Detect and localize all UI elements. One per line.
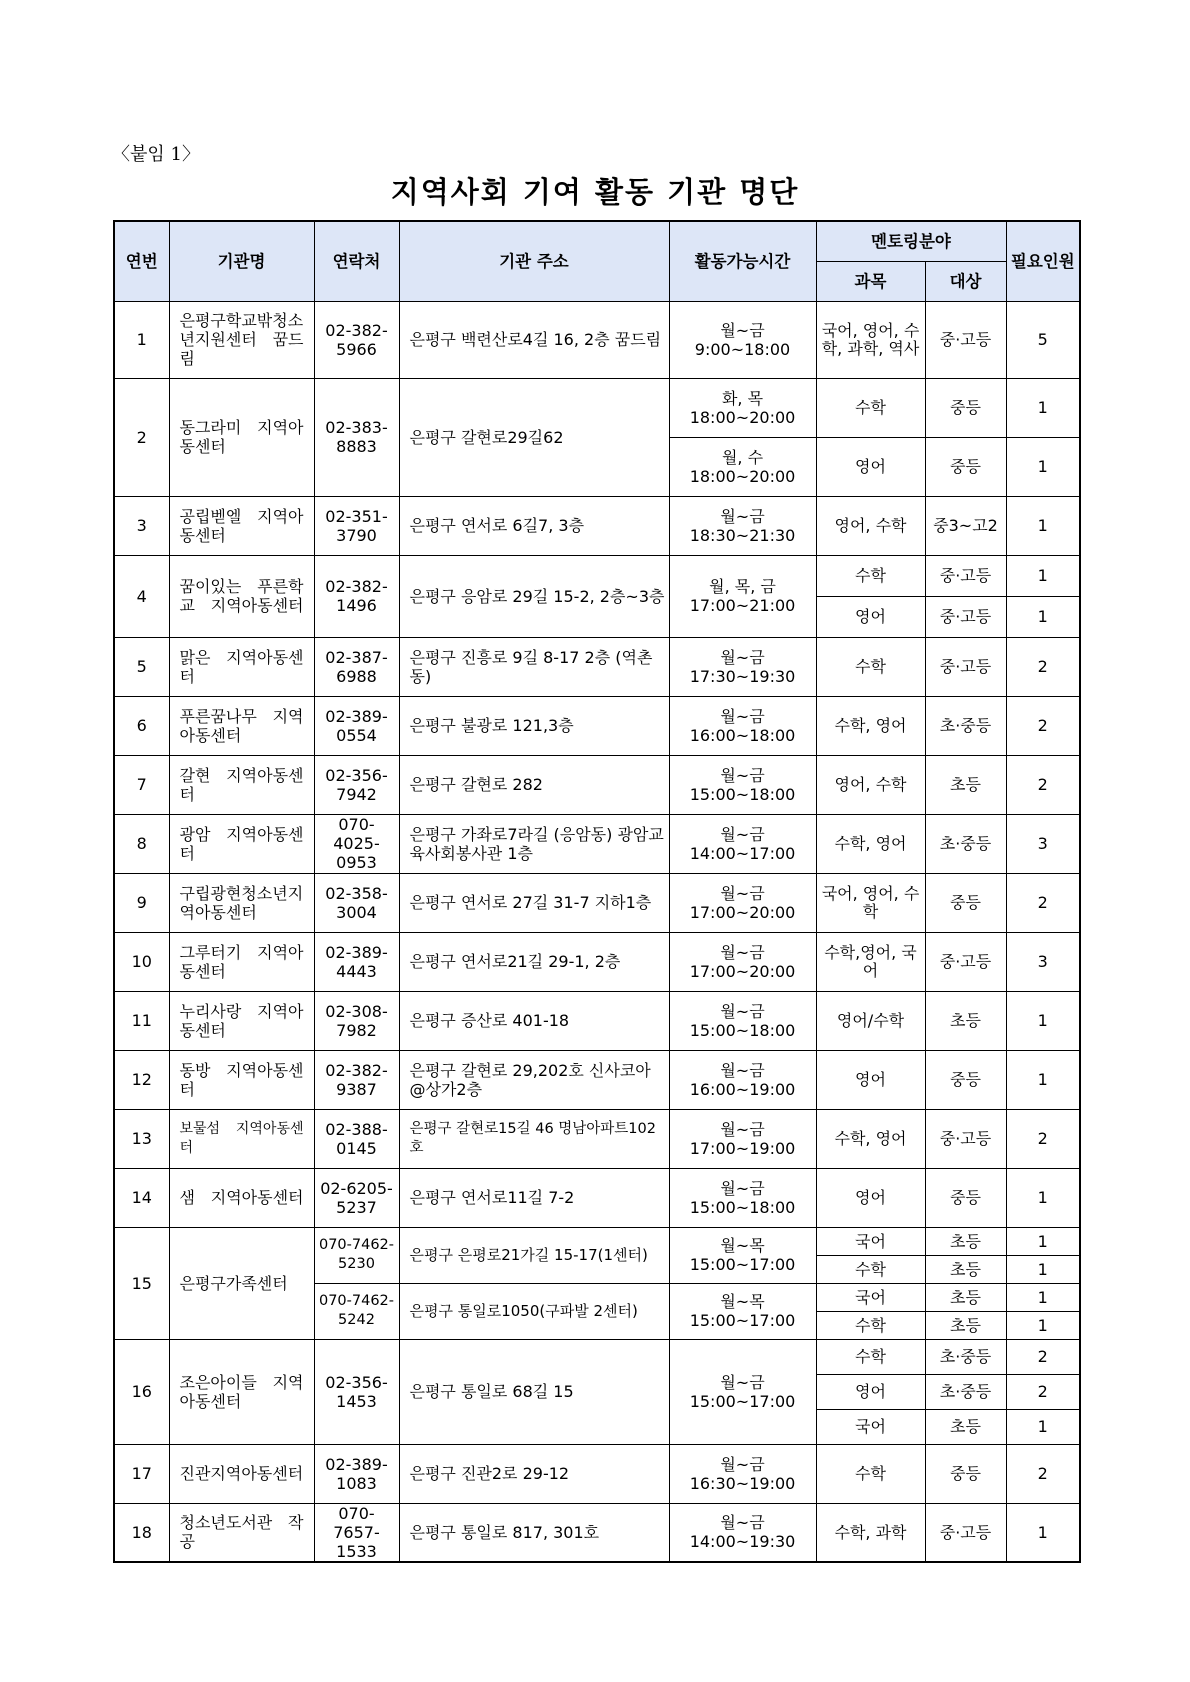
row-no: 5 [114,637,169,696]
time: 화, 목 18:00~20:00 [669,378,816,437]
contact: 02-308-7982 [314,991,399,1050]
subject: 수학 [816,1255,925,1283]
needed: 2 [1006,637,1080,696]
needed: 2 [1006,696,1080,755]
time: 월~금 17:30~19:30 [669,637,816,696]
needed: 2 [1006,755,1080,814]
subject: 국어, 영어, 수학, 과학, 역사 [816,301,925,378]
subject: 수학, 과학 [816,1503,925,1562]
time: 월~금 15:00~18:00 [669,1168,816,1227]
subject: 수학 [816,1444,925,1503]
target: 초등 [925,1227,1006,1255]
row-no: 11 [114,991,169,1050]
header-target: 대상 [925,261,1006,301]
subject: 수학 [816,1339,925,1374]
institution-name: 샘 지역아동센터 [169,1168,314,1227]
needed: 5 [1006,301,1080,378]
institution-name: 누리사랑 지역아동센터 [169,991,314,1050]
address: 은평구 응암로 29길 15-2, 2층~3층 [399,555,669,637]
target: 중3~고2 [925,496,1006,555]
institution-name: 갈현 지역아동센터 [169,755,314,814]
time: 월~목 15:00~17:00 [669,1283,816,1339]
header-contact: 연락처 [314,221,399,301]
subject: 수학,영어, 국어 [816,932,925,991]
target: 중등 [925,1168,1006,1227]
subject: 영어, 수학 [816,755,925,814]
time: 월~금 15:00~18:00 [669,991,816,1050]
subject: 수학 [816,555,925,596]
needed: 1 [1006,1168,1080,1227]
subject: 영어 [816,1374,925,1409]
row-no: 16 [114,1339,169,1444]
row-no: 18 [114,1503,169,1562]
target: 중·고등 [925,301,1006,378]
institution-name: 꿈이있는 푸른학교 지역아동센터 [169,555,314,637]
attachment-label: 〈붙임 1〉 [112,144,200,165]
needed: 2 [1006,873,1080,932]
target: 초등 [925,1311,1006,1339]
header-mentoring: 멘토링분야 [816,221,1006,261]
time: 월~금 18:30~21:30 [669,496,816,555]
row-no: 10 [114,932,169,991]
institution-name: 구립광현청소년지역아동센터 [169,873,314,932]
address: 은평구 연서로 6길7, 3층 [399,496,669,555]
address: 은평구 통일로1050(구파발 2센터) [399,1283,669,1339]
contact: 02-382-5966 [314,301,399,378]
contact: 02-356-7942 [314,755,399,814]
row-no: 1 [114,301,169,378]
institution-name: 은평구가족센터 [169,1227,314,1339]
header-needed: 필요인원 [1006,221,1080,301]
time: 월~금 15:00~17:00 [669,1339,816,1444]
time: 월~금 16:00~18:00 [669,696,816,755]
contact: 02-389-0554 [314,696,399,755]
time: 월~금 16:00~19:00 [669,1050,816,1109]
institution-name: 조은아이들 지역아동센터 [169,1339,314,1444]
address: 은평구 갈현로 29,202호 신사코아 @상가2층 [399,1050,669,1109]
subject: 국어 [816,1409,925,1444]
address: 은평구 가좌로7라길 (응암동) 광암교육사회봉사관 1층 [399,814,669,873]
row-no: 14 [114,1168,169,1227]
target: 중·고등 [925,555,1006,596]
subject: 영어/수학 [816,991,925,1050]
row-no: 17 [114,1444,169,1503]
contact: 070-7462-5230 [314,1227,399,1283]
row-no: 4 [114,555,169,637]
target: 초등 [925,991,1006,1050]
contact: 02-356-1453 [314,1339,399,1444]
needed: 1 [1006,991,1080,1050]
institution-name: 맑은 지역아동센터 [169,637,314,696]
time: 월~금 15:00~18:00 [669,755,816,814]
contact: 02-351-3790 [314,496,399,555]
address: 은평구 불광로 121,3층 [399,696,669,755]
institution-name: 진관지역아동센터 [169,1444,314,1503]
subject: 영어, 수학 [816,496,925,555]
needed: 1 [1006,1409,1080,1444]
header-time: 활동가능시간 [669,221,816,301]
subject: 영어 [816,596,925,637]
subject: 영어 [816,437,925,496]
subject: 수학, 영어 [816,1109,925,1168]
target: 중·고등 [925,596,1006,637]
subject: 수학 [816,637,925,696]
target: 초등 [925,1283,1006,1311]
subject: 영어 [816,1168,925,1227]
target: 중등 [925,873,1006,932]
address: 은평구 연서로 27길 31-7 지하1층 [399,873,669,932]
contact: 02-387-6988 [314,637,399,696]
time: 월~금 16:30~19:00 [669,1444,816,1503]
address: 은평구 진관2로 29-12 [399,1444,669,1503]
target: 중·고등 [925,1503,1006,1562]
header-subject: 과목 [816,261,925,301]
needed: 2 [1006,1444,1080,1503]
address: 은평구 통일로 68길 15 [399,1339,669,1444]
target: 초·중등 [925,1339,1006,1374]
address: 은평구 증산로 401-18 [399,991,669,1050]
header-address: 기관 주소 [399,221,669,301]
address: 은평구 갈현로 282 [399,755,669,814]
subject: 수학, 영어 [816,696,925,755]
needed: 3 [1006,932,1080,991]
time: 월, 수 18:00~20:00 [669,437,816,496]
address: 은평구 은평로21가길 15-17(1센터) [399,1227,669,1283]
institution-name: 동그라미 지역아동센터 [169,378,314,496]
time: 월~금 17:00~20:00 [669,932,816,991]
needed: 1 [1006,596,1080,637]
contact: 02-358-3004 [314,873,399,932]
contact: 02-389-4443 [314,932,399,991]
target: 중·고등 [925,1109,1006,1168]
institution-name: 푸른꿈나무 지역아동센터 [169,696,314,755]
target: 초·중등 [925,696,1006,755]
time: 월~목 15:00~17:00 [669,1227,816,1283]
contact: 02-382-1496 [314,555,399,637]
subject: 수학, 영어 [816,814,925,873]
institution-name: 그루터기 지역아동센터 [169,932,314,991]
needed: 3 [1006,814,1080,873]
contact: 02-388-0145 [314,1109,399,1168]
time: 월~금 9:00~18:00 [669,301,816,378]
contact: 02-6205-5237 [314,1168,399,1227]
contact: 070-7657-1533 [314,1503,399,1562]
institution-name: 동방 지역아동센터 [169,1050,314,1109]
row-no: 6 [114,696,169,755]
institution-name: 보물섬 지역아동센터 [169,1109,314,1168]
target: 중등 [925,437,1006,496]
needed: 1 [1006,555,1080,596]
needed: 1 [1006,1311,1080,1339]
needed: 1 [1006,437,1080,496]
contact: 02-389-1083 [314,1444,399,1503]
contact: 070-4025-0953 [314,814,399,873]
header-name: 기관명 [169,221,314,301]
needed: 1 [1006,1503,1080,1562]
needed: 1 [1006,1255,1080,1283]
time: 월~금 14:00~17:00 [669,814,816,873]
subject: 영어 [816,1050,925,1109]
target: 중·고등 [925,637,1006,696]
time: 월, 목, 금 17:00~21:00 [669,555,816,637]
needed: 2 [1006,1374,1080,1409]
needed: 1 [1006,496,1080,555]
target: 중·고등 [925,932,1006,991]
institution-name: 은평구학교밖청소년지원센터 꿈드림 [169,301,314,378]
target: 초등 [925,1409,1006,1444]
contact: 02-382-9387 [314,1050,399,1109]
needed: 1 [1006,1050,1080,1109]
time: 월~금 14:00~19:30 [669,1503,816,1562]
time: 월~금 17:00~19:00 [669,1109,816,1168]
needed: 1 [1006,1283,1080,1311]
subject: 국어 [816,1227,925,1255]
contact: 070-7462-5242 [314,1283,399,1339]
target: 초등 [925,1255,1006,1283]
row-no: 15 [114,1227,169,1339]
row-no: 13 [114,1109,169,1168]
row-no: 9 [114,873,169,932]
target: 중등 [925,378,1006,437]
address: 은평구 갈현로15길 46 명남아파트102호 [399,1109,669,1168]
needed: 1 [1006,378,1080,437]
subject: 국어, 영어, 수학 [816,873,925,932]
row-no: 2 [114,378,169,496]
target: 중등 [925,1050,1006,1109]
target: 중등 [925,1444,1006,1503]
contact: 02-383-8883 [314,378,399,496]
address: 은평구 백련산로4길 16, 2층 꿈드림 [399,301,669,378]
address: 은평구 통일로 817, 301호 [399,1503,669,1562]
needed: 2 [1006,1109,1080,1168]
institution-table [113,220,1081,1563]
institution-name: 공립벧엘 지역아동센터 [169,496,314,555]
header-no: 연번 [114,221,169,301]
address: 은평구 연서로21길 29-1, 2층 [399,932,669,991]
page-title: 지역사회 기여 활동 기관 명단 [390,175,800,209]
row-no: 3 [114,496,169,555]
target: 초등 [925,755,1006,814]
needed: 2 [1006,1339,1080,1374]
subject: 수학 [816,378,925,437]
row-no: 8 [114,814,169,873]
address: 은평구 연서로11길 7-2 [399,1168,669,1227]
subject: 국어 [816,1283,925,1311]
row-no: 12 [114,1050,169,1109]
address: 은평구 진흥로 9길 8-17 2층 (역촌동) [399,637,669,696]
target: 초·중등 [925,1374,1006,1409]
address: 은평구 갈현로29길62 [399,378,669,496]
target: 초·중등 [925,814,1006,873]
institution-name: 청소년도서관 작공 [169,1503,314,1562]
institution-name: 광암 지역아동센터 [169,814,314,873]
needed: 1 [1006,1227,1080,1255]
time: 월~금 17:00~20:00 [669,873,816,932]
row-no: 7 [114,755,169,814]
subject: 수학 [816,1311,925,1339]
